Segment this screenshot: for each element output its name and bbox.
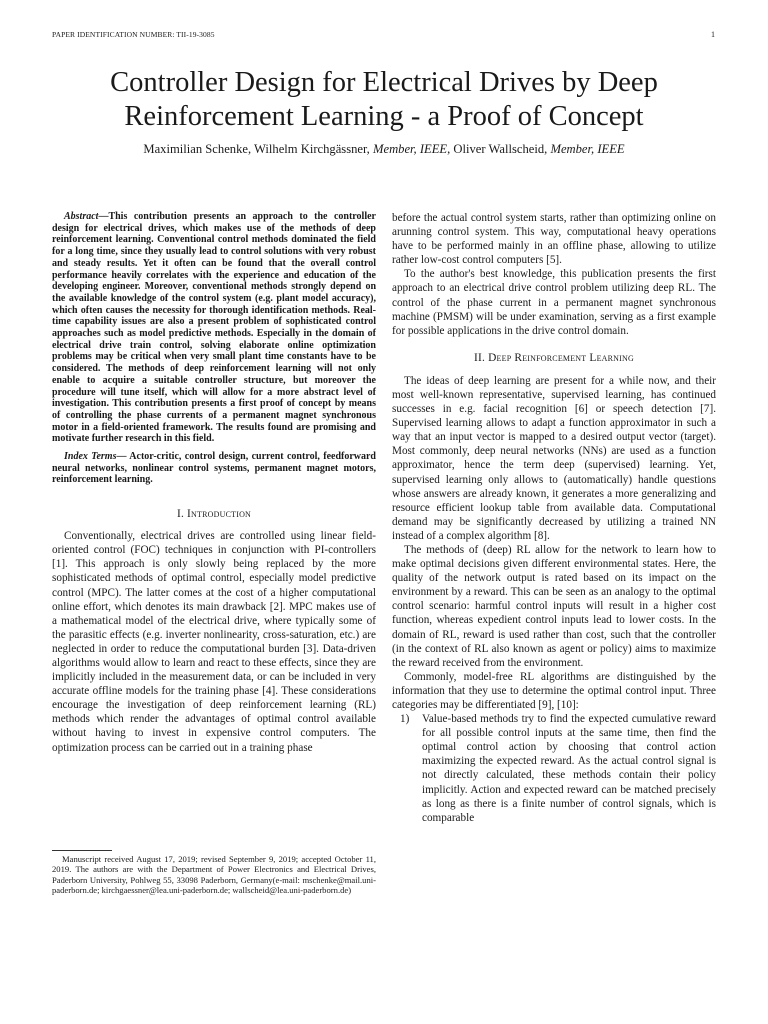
right-column bbox=[392, 211, 716, 825]
page-number: 1 bbox=[711, 30, 715, 39]
index-terms bbox=[52, 451, 376, 486]
author-list bbox=[40, 142, 728, 157]
footnote-rule bbox=[52, 850, 112, 851]
index-terms-lead: Index Terms bbox=[64, 451, 117, 463]
abstract bbox=[52, 211, 376, 445]
index-terms-text: — Actor-critic, control design, current control, feedforward neural networks, nonlinear control systems, permanent magnet motors, reinforcement learning. bbox=[52, 451, 376, 486]
paper-title bbox=[40, 66, 728, 134]
intro-paragraph-1: Conventionally, electrical drives are controlled using linear field-oriented control (FOC) techniques in conjunction with PI-controllers [1]. This approach is only slowly being replaced by the more sophisticated methods of optimal control, especially model predictive control (MPC). The latter comes at the cost of a higher computational online effort, which denotes its main drawback [2]. MPC makes use of a mathematical model of the electrical drive, where typically some of the parasitic effects (e.g. inverter nonlinearity, cross-saturation, etc.) are neglected in order to reduce the computational burden [3]. Data-driven algorithms would allow to learn and react to these effects, since they are implicitly included in the measurement data, or can be included in very accurate offline models for the training phase [4]. These considerations encourage the investigation of deep reinforcement learning (RL) methods which render the advantages of optimal control available without having to invest in expensive control computers. The optimization process can be carried out in a training phase bbox=[52, 530, 376, 754]
list-item bbox=[392, 712, 716, 825]
title-line-1: Controller Design for Electrical Drives by Deep bbox=[110, 67, 658, 98]
list-item-number: 1) bbox=[400, 713, 410, 726]
deep-rl-paragraph-1: The ideas of deep learning are present for a while now, and their most well-known representative, supervised learning, has continued successes in e.g. facial recognition [6] or speech detection [7]. Supervised learning allows to adapt a function approximator in such a way that an input vector is mapped to a desired output vector (target). Most commonly, deep neural networks (NNs) are used as a function approximator, hence the term deep (supervised) learning. Yet, supervised learning only allows to (automatically) handle questions whose answers are already known, it generates a more generalizing and resource efficient lookup table from available data. Computational demand may be significantly decreased by utilizing a trained NN instead of a complex algorithm [8]. bbox=[392, 374, 716, 542]
title-line-2: Reinforcement Learning - a Proof of Concept bbox=[124, 101, 644, 132]
section-heading-introduction: I. Introduction bbox=[176, 508, 252, 521]
list-item-text: Value-based methods try to find the expected cumulative reward for all possible control inputs at the same time, then find the optimal control action by choosing that control action maximizing the expected reward. As the actual control signal is not directly calculated, these methods contain their policy implicitly. Action and expected reward can be matched precisely as long as there is a finite number of control signals, which is comparable bbox=[422, 713, 716, 824]
footnote: Manuscript received August 17, 2019; revised September 9, 2019; accepted October 11, 2019. The authors are with the Department of Power Electronics and Electrical Drives, Paderborn University, Pohlweg 55, 33098 Paderborn, Germany(e-mail: mschenke@mail.uni-paderborn.de; kirchgaessner@lea.uni-paderborn.de; wallscheid@lea.uni-paderborn.de) bbox=[52, 854, 376, 896]
section-introduction bbox=[52, 508, 376, 755]
abstract-text: —This contribution presents an approach to the controller design for electrical drives, which makes use of the methods of deep reinforcement learning. Conventional control methods dominated the field for a long time, since they usually lead to control solutions with very robust and steady results. Yet it often can be found that the overall control performance heavily correlates with the experience and education of the developing engineer. Moreover, conventional methods strongly depend on the available knowledge of the control system (e.g. plant model accuracy), which often causes the necessity for thorough identification methods. Real-time capability issues are also a present problem of sophisticated control approaches such as model predictive methods. Especially in the domain of electrical drive train control, solving elaborate online optimization problems may be critical when very small plant time constants have to be considered. The methods of deep reinforcement learning will not only enable to acquire a suitable controller structure, but moreover the procedure will tune itself, which will allow for a more abstract level of investigation. This contribution presents a first proof of concept by means of controlling the phase currents of a permanent magnet synchronous motor in a field-oriented framework. The results found are promising and motivate further research in this field. bbox=[52, 211, 376, 445]
abstract-lead: Abstract bbox=[64, 211, 99, 222]
authors-part-2: , Oliver Wallscheid, bbox=[447, 142, 551, 156]
deep-rl-paragraph-2: The methods of (deep) RL allow for the network to learn how to make optimal decisions given different environmental states. Here, the quality of the network output is rated based on its impact on the environment by a reward. This can be seen as an analogy to the optimal control scenario: harmful control inputs will result in a higher cost function, whereas expedient control inputs lead to lower costs. In the domain of RL, reward is used rather than cost, such that the controller (in the context of RL also known as agent or policy) aims to maximize the reward received from the environment. bbox=[392, 543, 716, 669]
intro-paragraph-2: To the author's best knowledge, this publication presents the first approach to an electrical drive control problem utilizing deep RL. The control of the phase current in a permanent magnet synchronous machine (PMSM) will be under examination, serving as a first example for possible applications in the drive control domain. bbox=[392, 268, 716, 337]
intro-paragraph-1-continued: before the actual control system starts, rather than optimizing online on arunning control system. This way, computational heavy operations have to be performed mainly in an offline phase, allowing to utilize rather low-cost control computers [5]. bbox=[392, 212, 716, 267]
deep-rl-paragraph-3: Commonly, model-free RL algorithms are distinguished by the information that they use to determine the optimal control input. Three categories may be differentiated [9], [10]: bbox=[392, 670, 716, 711]
section-heading-deep-rl: II. Deep Reinforcement Learning bbox=[474, 351, 634, 364]
authors-part-1: Maximilian Schenke, Wilhelm Kirchgässner, bbox=[143, 142, 373, 156]
member-label-1: Member, IEEE bbox=[372, 142, 448, 156]
left-column bbox=[52, 211, 376, 755]
paper-identification-number: PAPER IDENTIFICATION NUMBER: TII-19-3085 bbox=[52, 30, 215, 39]
member-label-2: Member, IEEE bbox=[550, 142, 625, 156]
rl-categories-list bbox=[392, 712, 716, 825]
